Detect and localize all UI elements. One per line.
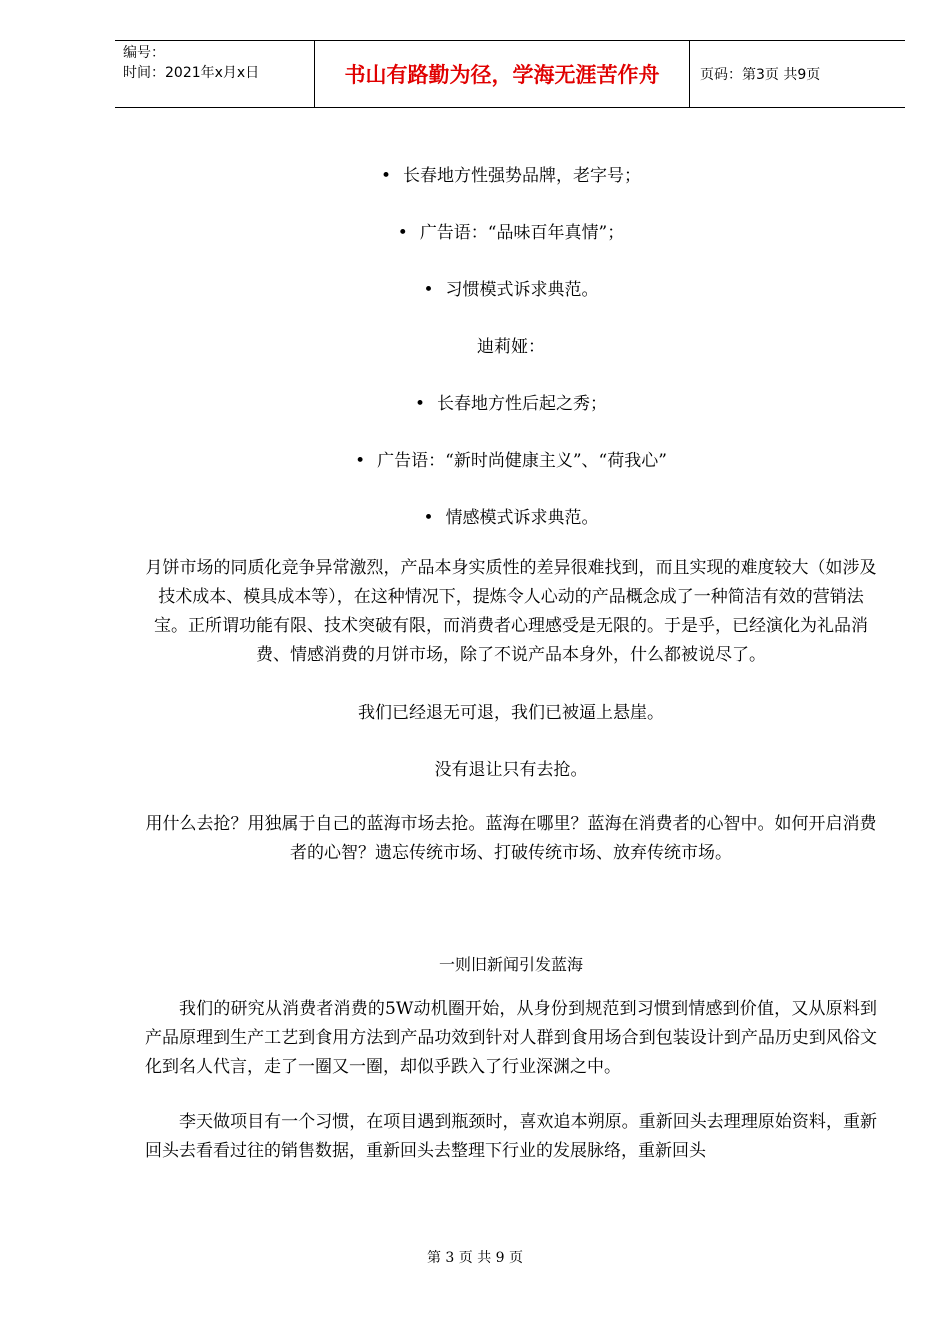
paragraph: 没有退让只有去抢。 bbox=[434, 760, 588, 780]
bullet-text: 习惯模式诉求典范。 bbox=[445, 280, 599, 300]
header-motto: 书山有路勤为径，学海无涯苦作舟 bbox=[315, 41, 690, 107]
section-title: 一则旧新闻引发蓝海 bbox=[438, 955, 583, 974]
doc-number-label: 编号： bbox=[123, 45, 165, 61]
header-page-label: 页码：第3页 共9页 bbox=[700, 67, 821, 83]
bullet-text: 长春地方性后起之秀； bbox=[437, 394, 608, 414]
bullet-item bbox=[145, 219, 877, 247]
bullet-item bbox=[145, 162, 877, 190]
bullet-text: 广告语：“新时尚健康主义”、“荷我心” bbox=[377, 451, 667, 471]
bullet-item bbox=[145, 276, 877, 304]
bullet-item bbox=[145, 447, 877, 475]
paragraph: 用什么去抢？用独属于自己的蓝海市场去抢。蓝海在哪里？蓝海在消费者的心智中。如何开启消费者的心智？遗忘传统市场、打破传统市场、放弃传统市场。 bbox=[145, 814, 877, 863]
bullet-dot: • bbox=[355, 451, 366, 471]
paragraph: 李天做项目有一个习惯，在项目遇到瓶颈时，喜欢追本朔原。重新回头去理理原始资料，重新回头去看看过往的销售数据，重新回头去整理下行业的发展脉络，重新回头 bbox=[145, 1112, 877, 1161]
bullet-text: 长春地方性强势品牌，老字号； bbox=[403, 166, 642, 186]
paragraph: 我们已经退无可退，我们已被逼上悬崖。 bbox=[358, 703, 664, 723]
paragraph: 我们的研究从消费者消费的5W动机圈开始，从身份到规范到习惯到情感到价值，又从原料到产品原理到生产工艺到食用方法到产品功效到针对人群到食用场合到包装设计到产品历史到风俗文化到名人代言，走了一圈又一圈，却似乎跌入了行业深渊之中。 bbox=[145, 999, 877, 1077]
header-meta bbox=[115, 41, 315, 107]
page-header bbox=[115, 40, 905, 108]
bullet-dot: • bbox=[397, 223, 408, 243]
page-footer: 第 3 页 共 9 页 bbox=[426, 1250, 524, 1266]
bullet-dot: • bbox=[414, 394, 426, 414]
bullet-dot: • bbox=[423, 508, 434, 528]
bullet-item bbox=[145, 504, 877, 532]
doc-time-label: 时间：2021年x月x日 bbox=[123, 65, 260, 81]
bullet-dot: • bbox=[380, 166, 392, 186]
bullet-dot: • bbox=[423, 280, 434, 300]
bullet-item bbox=[145, 390, 877, 418]
bullet-text: 广告语：“品味百年真情”； bbox=[419, 223, 625, 243]
document-body bbox=[145, 162, 877, 1166]
paragraph: 月饼市场的同质化竞争异常激烈，产品本身实质性的差异很难找到，而且实现的难度较大（如涉及技术成本、模具成本等），在这种情况下，提炼令人心动的产品概念成了一种简洁有效的营销法宝。正所谓功能有限、技术突破有限，而消费者心理感受是无限的。于是乎，已经演化为礼品消费、情感消费的月饼市场，除了不说产品本身外，什么都被说尽了。 bbox=[145, 558, 877, 665]
bullet-text: 情感模式诉求典范。 bbox=[445, 508, 599, 528]
brand-heading: 迪莉娅： bbox=[477, 337, 545, 357]
